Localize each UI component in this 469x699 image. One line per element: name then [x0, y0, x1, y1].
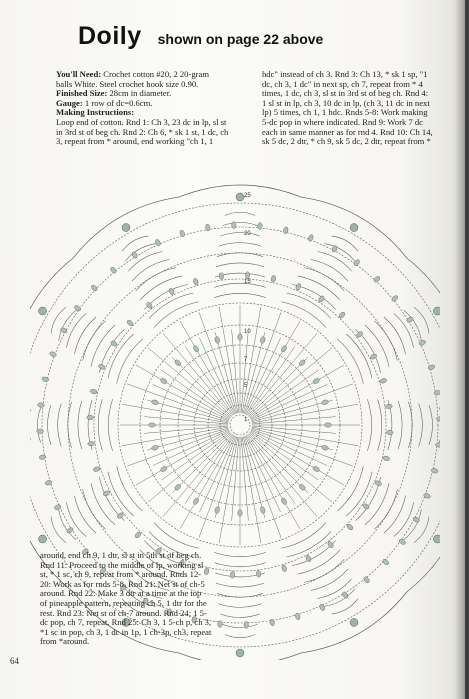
- instruction-line: st, * 1 sc, ch 9, repeat from * around. Rnds 12-: [40, 569, 202, 580]
- instruction-line: *1 sc in pop, ch 3, 1 dc in 1p, 1 ch-3p, ch3, repeat: [40, 626, 212, 637]
- chart-picot: [433, 307, 440, 315]
- chart-stitch-line: [248, 333, 317, 416]
- chart-stitch-line: [161, 432, 230, 480]
- chart-popcorn-stitch: [327, 541, 335, 549]
- chart-popcorn-stitch: [431, 468, 439, 474]
- chart-popcorn-stitch: [379, 378, 387, 384]
- instruction-line: around. Rnd 22: Make 3 dtr at a time at the top: [40, 588, 202, 599]
- chart-stitch-line: [122, 427, 228, 446]
- chart-popcorn-stitch: [214, 506, 220, 514]
- chart-popcorn-stitch: [428, 364, 436, 370]
- chart-stitch-line: [248, 357, 307, 416]
- chart-popcorn-stitch: [238, 334, 242, 341]
- chart-pineapple-arc: [404, 310, 422, 340]
- chart-popcorn-stitch: [149, 423, 156, 427]
- chart-stitch-line: [249, 348, 332, 417]
- instruction-heading: Finished Size:: [56, 88, 108, 99]
- chart-pineapple-arc: [439, 407, 440, 442]
- chart-stitch-line: [247, 435, 295, 504]
- chart-round: [68, 253, 412, 597]
- instructions-bottom-column: [40, 551, 262, 647]
- chart-pineapple-arc: [398, 401, 402, 449]
- chart-popcorn-stitch: [270, 275, 276, 283]
- chart-stitch-line: [144, 426, 228, 433]
- page-subtitle: shown on page 22 above: [157, 31, 324, 47]
- chart-popcorn-stitch: [418, 339, 426, 346]
- chart-popcorn-stitch: [321, 399, 329, 405]
- chart-pineapple-arc: [37, 407, 40, 442]
- chart-popcorn-stitch: [160, 377, 168, 384]
- chart-pineapple-arc: [51, 517, 66, 543]
- chart-pineapple-arc: [281, 302, 326, 328]
- chart-popcorn-stitch: [219, 273, 224, 280]
- book-spine-edge: [465, 0, 469, 699]
- chart-stitch-line: [252, 427, 358, 446]
- chart-pineapple-arc: [66, 313, 86, 347]
- instruction-line: Rnd 11: Proceed to the middle of lp, working sl: [40, 559, 204, 570]
- instruction-heading: You'll Need:: [56, 69, 102, 79]
- chart-pineapple-arc: [419, 403, 423, 446]
- chart-popcorn-stitch: [406, 316, 414, 323]
- chart-stitch-line: [242, 437, 261, 543]
- chart-pineapple-arc: [225, 212, 255, 215]
- chart-popcorn-stitch: [308, 234, 315, 242]
- chart-stitch-line: [199, 312, 236, 413]
- chart-popcorn-stitch: [342, 591, 349, 599]
- chart-popcorn-stitch: [280, 497, 287, 505]
- chart-popcorn-stitch: [260, 336, 266, 344]
- chart-pineapple-arc: [108, 399, 112, 451]
- chart-stitch-line: [250, 370, 319, 418]
- chart-stitch-line: [153, 384, 229, 419]
- chart-round-label: 15: [244, 279, 251, 285]
- chart-popcorn-stitch: [436, 417, 440, 422]
- chart-pineapple-arc: [216, 263, 264, 267]
- chart-popcorn-stitch: [312, 465, 320, 472]
- chart-picot: [236, 193, 244, 201]
- chart-pineapple-arc: [59, 310, 77, 340]
- chart-round-label: 10: [244, 329, 251, 335]
- chart-popcorn-stitch: [374, 480, 382, 487]
- chart-stitch-line: [248, 433, 307, 492]
- instruction-line: 1 sl st in lp, ch 3, 10 dc in lp, (ch 3, 11 dc in next: [262, 97, 430, 108]
- chart-stitch-line: [144, 417, 228, 424]
- chart-popcorn-stitch: [280, 345, 287, 353]
- chart-popcorn-stitch: [373, 275, 381, 283]
- chart-stitch-line: [161, 370, 230, 418]
- page-title: Doily: [78, 22, 142, 50]
- chart-popcorn-stitch: [295, 283, 302, 291]
- instruction-text: in 3rd st of beg ch. Rnd 2: Ch 6, * sk 1 st, 1 dc, ch: [56, 126, 229, 137]
- instruction-line: dc pop, ch 7, repeat. Rnd 25: Ch 3, 1 5-ch p, ch 3,: [40, 617, 212, 628]
- chart-pineapple-arc: [324, 589, 354, 607]
- instruction-line: 5-dc pop in where indicated. Rnd 9: Work 7 dc: [262, 116, 423, 127]
- chart-stitch-line: [199, 436, 234, 512]
- chart-stitch-line: [247, 346, 295, 415]
- instruction-text: Crochet cotton #20, 2 20-gram: [101, 69, 210, 79]
- instruction-line: dc, ch 3, 1 dc" in next sp, ch 7, repeat from * 4: [262, 78, 423, 89]
- title-row: [78, 22, 323, 51]
- chart-popcorn-stitch: [151, 399, 159, 405]
- chart-round-label: 20: [244, 231, 251, 237]
- chart-pineapple-arc: [108, 334, 134, 378]
- chart-popcorn-stitch: [192, 345, 199, 353]
- chart-pineapple-arc: [78, 401, 82, 449]
- chart-popcorn-stitch: [412, 516, 420, 523]
- chart-pineapple-arc: [281, 522, 326, 548]
- chart-pineapple-arc: [214, 283, 265, 287]
- chart-popcorn-stitch: [37, 429, 44, 434]
- chart-round-label: 1: [244, 417, 248, 423]
- chart-stitch-line: [252, 417, 336, 424]
- chart-pineapple-arc: [222, 222, 257, 225]
- chart-popcorn-stitch: [245, 272, 250, 279]
- chart-edge-scallop: [30, 258, 73, 364]
- chart-popcorn-stitch: [238, 510, 242, 517]
- chart-popcorn-stitch: [93, 466, 101, 472]
- instructions-left-column: [56, 70, 252, 147]
- chart-stitch-line: [248, 434, 317, 517]
- chart-stitch-line: [244, 312, 281, 413]
- chart-stitch-line: [241, 437, 248, 521]
- chart-popcorn-stitch: [87, 415, 94, 420]
- chart-popcorn-stitch: [319, 603, 326, 611]
- chart-pineapple-arc: [48, 405, 52, 444]
- chart-pineapple-arc: [154, 522, 199, 548]
- chart-pineapple-arc: [287, 531, 331, 557]
- chart-pineapple-arc: [346, 472, 372, 516]
- chart-pineapple-arc: [429, 405, 433, 444]
- chart-pineapple-arc: [59, 509, 77, 539]
- chart-pineapple-arc: [304, 268, 344, 291]
- chart-pineapple-arc: [304, 559, 344, 582]
- chart-picot: [39, 307, 47, 315]
- chart-stitch-line: [199, 338, 234, 414]
- chart-stitch-line: [252, 404, 358, 423]
- chart-popcorn-stitch: [214, 336, 220, 344]
- instruction-line: rest. Rnd 23: Net st of ch-7 around. Rnd 24: 1 5-: [40, 607, 207, 618]
- chart-popcorn-stitch: [325, 423, 332, 427]
- chart-round-label: 5: [244, 383, 248, 389]
- chart-popcorn-stitch: [134, 531, 142, 539]
- chart-stitch-line: [122, 404, 228, 423]
- instruction-line: of pineapple pattern, repeating ch 5, 1 dtr for the: [40, 597, 207, 608]
- chart-pineapple-arc: [374, 489, 397, 529]
- chart-round-label: 7: [244, 357, 248, 363]
- chart-pineapple-arc: [374, 321, 397, 361]
- chart-popcorn-stitch: [338, 311, 346, 319]
- chart-popcorn-stitch: [386, 430, 393, 435]
- chart-popcorn-stitch: [160, 465, 168, 472]
- chart-popcorn-stitch: [88, 441, 95, 446]
- instruction-line: 20: Work as for rnds 5-8. Rnd 21: Net st of ch-5: [40, 578, 205, 589]
- chart-popcorn-stitch: [151, 445, 159, 451]
- page-number: 64: [10, 656, 19, 666]
- chart-stitch-line: [251, 384, 352, 421]
- instruction-line: sk 5 dc, 2 dtr, * ch 9, sk 5 dc, 2 dtr, repeat from *: [262, 136, 431, 147]
- chart-stitch-line: [252, 426, 336, 433]
- instruction-line: times, 1 dc, ch 3, sl st in 3rd st of beg ch. Rnd 4:: [262, 88, 429, 99]
- chart-popcorn-stitch: [260, 506, 266, 514]
- instruction-line: from *around.: [40, 636, 90, 647]
- chart-popcorn-stitch: [60, 327, 68, 334]
- chart-pineapple-arc: [218, 243, 261, 247]
- chart-stitch-line: [250, 432, 319, 480]
- chart-popcorn-stitch: [232, 222, 237, 229]
- chart-pineapple-arc: [378, 399, 382, 450]
- chart-popcorn-stitch: [331, 245, 338, 253]
- instruction-line: around, end ch 9, 1 dtr, sl st in 5th st of beg ch.: [40, 550, 202, 560]
- chart-popcorn-stitch: [398, 538, 406, 546]
- instruction-text: Loop end of cotton. Rnd 1: Ch 3, 23 dc in lp, sl st: [56, 116, 227, 127]
- chart-pineapple-arc: [122, 236, 148, 251]
- instruction-heading: Making Instructions:: [56, 107, 135, 118]
- instruction-line: hdc" instead of ch 3. Rnd 3: Ch 13, * sk 1 sp, "1: [262, 69, 428, 79]
- chart-popcorn-stitch: [257, 222, 262, 229]
- instruction-text: balls White. Steel crochet hook size 0.90.: [56, 78, 199, 89]
- chart-popcorn-stitch: [391, 295, 399, 303]
- chart-picot: [39, 535, 47, 543]
- chart-pineapple-arc: [408, 402, 412, 448]
- chart-pineapple-arc: [332, 599, 358, 614]
- chart-pineapple-arc: [404, 509, 422, 539]
- chart-popcorn-stitch: [434, 390, 440, 395]
- chart-stitch-line: [163, 434, 232, 517]
- chart-stitch-line: [185, 435, 233, 504]
- chart-pineapple-arc: [337, 339, 363, 384]
- chart-pineapple-arc: [414, 307, 429, 333]
- chart-stitch-line: [241, 329, 248, 413]
- chart-picot: [350, 224, 358, 232]
- chart-popcorn-stitch: [98, 363, 106, 370]
- chart-pineapple-arc: [337, 466, 363, 511]
- chart-popcorn-stitch: [363, 576, 371, 584]
- chart-pineapple-arc: [367, 399, 371, 451]
- instructions-right-column: [262, 70, 445, 147]
- chart-popcorn-stitch: [90, 284, 98, 292]
- chart-stitch-line: [172, 357, 231, 416]
- chart-popcorn-stitch: [321, 445, 329, 451]
- chart-stitch-line: [232, 329, 239, 413]
- chart-pineapple-arc: [117, 466, 143, 511]
- chart-pineapple-arc: [83, 489, 106, 529]
- chart-pineapple-arc: [83, 321, 106, 361]
- chart-stitch-line: [148, 433, 231, 502]
- chart-popcorn-stitch: [312, 377, 320, 384]
- chart-pineapple-arc: [214, 293, 266, 297]
- chart-popcorn-stitch: [385, 404, 392, 409]
- chart-pineapple-arc: [324, 244, 354, 262]
- chart-popcorn-stitch: [362, 503, 370, 510]
- chart-stitch-line: [148, 348, 231, 417]
- chart-pineapple-arc: [68, 402, 72, 448]
- chart-pineapple-arc: [149, 293, 193, 319]
- chart-stitch-line: [219, 307, 238, 413]
- chart-popcorn-stitch: [146, 301, 154, 309]
- chart-popcorn-stitch: [39, 454, 46, 459]
- chart-pineapple-arc: [30, 410, 31, 440]
- instruction-heading: Gauge:: [56, 97, 83, 108]
- chart-round-label: 25: [244, 193, 251, 199]
- chart-popcorn-stitch: [110, 266, 118, 274]
- chart-popcorn-stitch: [353, 259, 361, 267]
- chart-picot: [433, 535, 440, 543]
- chart-stitch-line: [249, 433, 332, 502]
- instruction-line: lp) 5 times, ch 1, 1 hdc. Rnds 5-8: Work making: [262, 107, 428, 118]
- chart-stitch-line: [232, 437, 239, 521]
- chart-popcorn-stitch: [66, 527, 74, 534]
- chart-stitch-line: [163, 333, 232, 416]
- chart-pineapple-arc: [154, 302, 199, 328]
- chart-pineapple-arc: [136, 268, 176, 291]
- chart-picot: [350, 618, 358, 626]
- instruction-text: 28cm in diameter.: [107, 88, 172, 99]
- chart-popcorn-stitch: [382, 558, 390, 566]
- chart-popcorn-stitch: [131, 251, 138, 259]
- chart-pineapple-arc: [117, 339, 143, 384]
- chart-popcorn-stitch: [37, 403, 44, 408]
- chart-pineapple-arc: [317, 251, 351, 271]
- chart-pineapple-arc: [98, 399, 102, 450]
- chart-picot: [122, 224, 130, 232]
- chart-stitch-line: [172, 433, 231, 492]
- chart-popcorn-stitch: [382, 455, 390, 461]
- chart-popcorn-stitch: [205, 224, 210, 231]
- instruction-text: 3, repeat from * around, end working "ch 1, 1: [56, 136, 214, 147]
- chart-pineapple-arc: [217, 253, 263, 257]
- chart-popcorn-stitch: [192, 497, 199, 505]
- chart-popcorn-stitch: [193, 278, 199, 286]
- chart-stitch-line: [185, 346, 233, 415]
- chart-pineapple-arc: [58, 403, 62, 446]
- chart-pineapple-arc: [220, 233, 259, 237]
- instruction-text: 1 row of dc=0.6cm.: [82, 97, 153, 108]
- chart-picot: [236, 649, 244, 657]
- chart-popcorn-stitch: [435, 442, 440, 447]
- chart-popcorn-stitch: [281, 564, 287, 572]
- chart-popcorn-stitch: [54, 504, 62, 511]
- chart-popcorn-stitch: [90, 389, 98, 395]
- chart-pineapple-arc: [125, 244, 155, 262]
- chart-pineapple-arc: [394, 502, 414, 536]
- instruction-line: each in same manner as for rnd 4. Rnd 10: Ch 14,: [262, 126, 433, 137]
- chart-popcorn-stitch: [154, 239, 161, 247]
- chart-popcorn-stitch: [110, 340, 118, 347]
- chart-popcorn-stitch: [74, 304, 82, 312]
- chart-stitch-line: [219, 437, 238, 543]
